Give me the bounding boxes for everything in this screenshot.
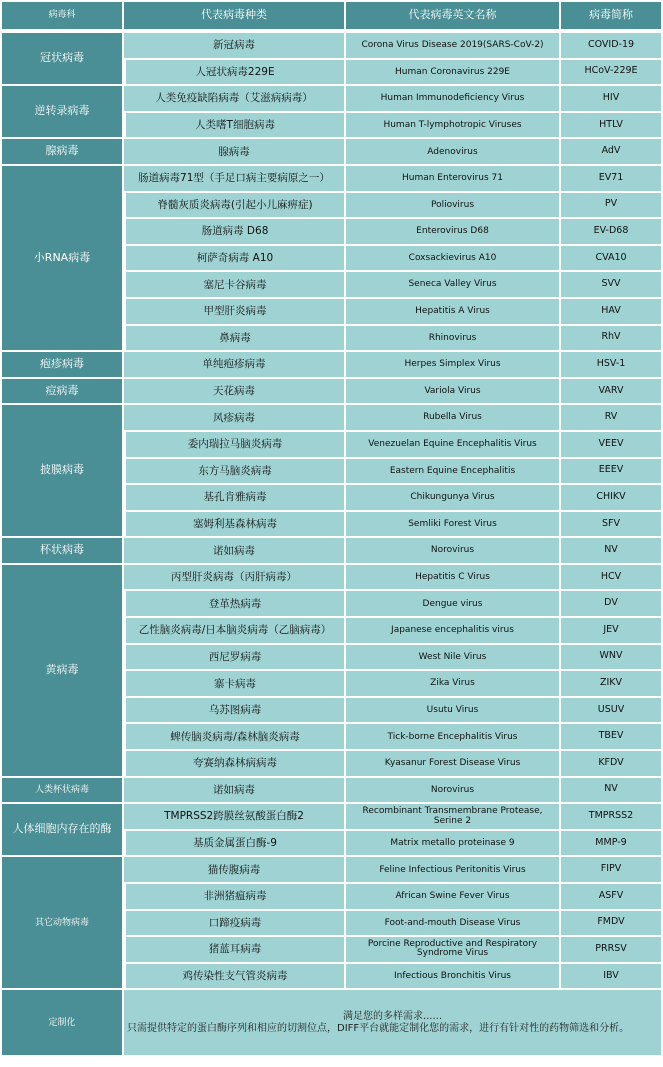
virus-en-name: Recombinant Transmembrane Protease, Serine 2 bbox=[346, 804, 561, 831]
virus-en-name: Adenovirus bbox=[346, 139, 561, 166]
virus-en-name: Norovirus bbox=[346, 538, 561, 565]
virus-en-name: Japanese encephalitis virus bbox=[346, 618, 561, 645]
custom-row bbox=[0, 990, 663, 1058]
virus-abbreviation: RhV bbox=[561, 326, 663, 353]
virus-cn-name: 脊髓灰质炎病毒(引起小儿麻痹症) bbox=[124, 193, 346, 220]
table-row bbox=[0, 405, 663, 432]
virus-en-name: Feline Infectious Peritonitis Virus bbox=[346, 857, 561, 884]
table-header-row bbox=[0, 0, 663, 31]
virus-abbreviation: HCoV-229E bbox=[561, 60, 663, 87]
virus-abbreviation: SVV bbox=[561, 272, 663, 299]
virus-en-name: Hepatitis C Virus bbox=[346, 565, 561, 592]
family-cell: 人体细胞内存在的酶 bbox=[0, 804, 124, 857]
virus-en-name: African Swine Fever Virus bbox=[346, 884, 561, 911]
virus-cn-name: 鼻病毒 bbox=[124, 326, 346, 353]
virus-en-name: Eastern Equine Encephalitis bbox=[346, 459, 561, 486]
virus-cn-name: 非洲猪瘟病毒 bbox=[124, 884, 346, 911]
virus-cn-name: 鸡传染性支气管炎病毒 bbox=[124, 964, 346, 991]
virus-cn-name: 丙型肝炎病毒（丙肝病毒） bbox=[124, 565, 346, 592]
virus-abbreviation: CVA10 bbox=[561, 246, 663, 273]
family-cell: 逆转录病毒 bbox=[0, 86, 124, 139]
virus-en-name: Human Coronavirus 229E bbox=[346, 60, 561, 87]
virus-abbreviation: AdV bbox=[561, 139, 663, 166]
table-row bbox=[0, 139, 663, 166]
family-cell: 其它动物病毒 bbox=[0, 857, 124, 990]
table-row bbox=[0, 778, 663, 805]
table-row bbox=[0, 565, 663, 592]
header-family: 病毒科 bbox=[0, 0, 124, 31]
virus-abbreviation: NV bbox=[561, 538, 663, 565]
custom-description bbox=[124, 990, 663, 1058]
table-row bbox=[0, 804, 663, 831]
virus-en-name: Kyasanur Forest Disease Virus bbox=[346, 751, 561, 778]
virus-en-name: Matrix metallo proteinase 9 bbox=[346, 831, 561, 858]
family-cell: 黄病毒 bbox=[0, 565, 124, 778]
virus-cn-name: 西尼罗病毒 bbox=[124, 645, 346, 672]
virus-abbreviation: DV bbox=[561, 591, 663, 618]
virus-cn-name: 人冠状病毒229E bbox=[124, 60, 346, 87]
virus-cn-name: 单纯疱疹病毒 bbox=[124, 352, 346, 379]
virus-abbreviation: IBV bbox=[561, 964, 663, 991]
virus-en-name: Human T-lymphotropic Viruses bbox=[346, 113, 561, 140]
virus-abbreviation: VARV bbox=[561, 379, 663, 406]
virus-abbreviation: ASFV bbox=[561, 884, 663, 911]
table-row bbox=[0, 86, 663, 113]
table-row bbox=[0, 352, 663, 379]
virus-cn-name: 夸赛纳森林病病毒 bbox=[124, 751, 346, 778]
virus-en-name: Coxsackievirus A10 bbox=[346, 246, 561, 273]
virus-en-name: Human Enterovirus 71 bbox=[346, 166, 561, 193]
virus-cn-name: TMPRSS2跨膜丝氨酸蛋白酶2 bbox=[124, 804, 346, 831]
virus-cn-name: 登革热病毒 bbox=[124, 591, 346, 618]
virus-cn-name: 塞姆利基森林病毒 bbox=[124, 512, 346, 539]
table-row bbox=[0, 166, 663, 193]
virus-en-name: Semliki Forest Virus bbox=[346, 512, 561, 539]
virus-cn-name: 诺如病毒 bbox=[124, 538, 346, 565]
virus-abbreviation: CHIKV bbox=[561, 485, 663, 512]
virus-abbreviation: RV bbox=[561, 405, 663, 432]
virus-cn-name: 口蹄疫病毒 bbox=[124, 911, 346, 938]
virus-cn-name: 基质金属蛋白酶-9 bbox=[124, 831, 346, 858]
virus-abbreviation: HIV bbox=[561, 86, 663, 113]
virus-en-name: Tick-borne Encephalitis Virus bbox=[346, 724, 561, 751]
virus-abbreviation: KFDV bbox=[561, 751, 663, 778]
virus-cn-name: 风疹病毒 bbox=[124, 405, 346, 432]
virus-en-name: Variola Virus bbox=[346, 379, 561, 406]
virus-abbreviation: ZIKV bbox=[561, 671, 663, 698]
virus-en-name: Chikungunya Virus bbox=[346, 485, 561, 512]
custom-label: 定制化 bbox=[0, 990, 124, 1058]
table-row bbox=[0, 857, 663, 884]
virus-cn-name: 诺如病毒 bbox=[124, 778, 346, 805]
virus-cn-name: 蜱传脑炎病毒/森林脑炎病毒 bbox=[124, 724, 346, 751]
virus-en-name: Poliovirus bbox=[346, 193, 561, 220]
virus-cn-name: 乙性脑炎病毒/日本脑炎病毒（乙脑病毒） bbox=[124, 618, 346, 645]
virus-cn-name: 东方马脑炎病毒 bbox=[124, 459, 346, 486]
family-cell: 腺病毒 bbox=[0, 139, 124, 166]
virus-en-name: Venezuelan Equine Encephalitis Virus bbox=[346, 432, 561, 459]
custom-line-2: 只需提供特定的蛋白酶序列和相应的切割位点，DIFF平台就能定制化您的需求，进行有针对性的药物筛选和分析。 bbox=[127, 1022, 630, 1034]
virus-cn-name: 肠道病毒71型（手足口病主要病原之一） bbox=[124, 166, 346, 193]
virus-cn-name: 人类免疫缺陷病毒（艾滋病病毒） bbox=[124, 86, 346, 113]
virus-en-name: Corona Virus Disease 2019(SARS-CoV-2) bbox=[346, 33, 561, 60]
virus-abbreviation: NV bbox=[561, 778, 663, 805]
virus-en-name: Foot-and-mouth Disease Virus bbox=[346, 911, 561, 938]
table-row bbox=[0, 379, 663, 406]
virus-en-name: Rhinovirus bbox=[346, 326, 561, 353]
virus-en-name: Herpes Simplex Virus bbox=[346, 352, 561, 379]
virus-cn-name: 委内瑞拉马脑炎病毒 bbox=[124, 432, 346, 459]
virus-cn-name: 寨卡病毒 bbox=[124, 671, 346, 698]
family-cell: 人类杯状病毒 bbox=[0, 778, 124, 805]
family-cell: 疱疹病毒 bbox=[0, 352, 124, 379]
virus-abbreviation: USUV bbox=[561, 698, 663, 725]
virus-abbreviation: HTLV bbox=[561, 113, 663, 140]
virus-abbreviation: FIPV bbox=[561, 857, 663, 884]
virus-en-name: Porcine Reproductive and Respiratory Syndrome Virus bbox=[346, 937, 561, 964]
virus-abbreviation: COVID-19 bbox=[561, 33, 663, 60]
virus-cn-name: 腺病毒 bbox=[124, 139, 346, 166]
virus-cn-name: 乌苏图病毒 bbox=[124, 698, 346, 725]
virus-en-name: Human Immunodeficiency Virus bbox=[346, 86, 561, 113]
virus-cn-name: 塞尼卡谷病毒 bbox=[124, 272, 346, 299]
table-row bbox=[0, 33, 663, 60]
virus-abbreviation: PV bbox=[561, 193, 663, 220]
table-body bbox=[0, 33, 663, 990]
virus-abbreviation: HSV-1 bbox=[561, 352, 663, 379]
virus-abbreviation: HCV bbox=[561, 565, 663, 592]
virus-abbreviation: TBEV bbox=[561, 724, 663, 751]
virus-abbreviation: SFV bbox=[561, 512, 663, 539]
virus-en-name: Enterovirus D68 bbox=[346, 219, 561, 246]
virus-abbreviation: FMDV bbox=[561, 911, 663, 938]
virus-abbreviation: EV-D68 bbox=[561, 219, 663, 246]
virus-abbreviation: PRRSV bbox=[561, 937, 663, 964]
custom-line-1: 满足您的多样需求...... bbox=[342, 1011, 443, 1023]
virus-en-name: Seneca Valley Virus bbox=[346, 272, 561, 299]
family-cell: 痘病毒 bbox=[0, 379, 124, 406]
virus-cn-name: 人类嗜T细胞病毒 bbox=[124, 113, 346, 140]
virus-cn-name: 柯萨奇病毒 A10 bbox=[124, 246, 346, 273]
virus-cn-name: 甲型肝炎病毒 bbox=[124, 299, 346, 326]
header-abbreviation: 病毒简称 bbox=[561, 0, 663, 31]
virus-en-name: West Nile Virus bbox=[346, 645, 561, 672]
virus-cn-name: 猪蓝耳病毒 bbox=[124, 937, 346, 964]
virus-abbreviation: JEV bbox=[561, 618, 663, 645]
virus-cn-name: 天花病毒 bbox=[124, 379, 346, 406]
family-cell: 冠状病毒 bbox=[0, 33, 124, 86]
virus-abbreviation: WNV bbox=[561, 645, 663, 672]
virus-cn-name: 基孔肯雅病毒 bbox=[124, 485, 346, 512]
header-representative-en: 代表病毒英文名称 bbox=[346, 0, 561, 31]
virus-en-name: Norovirus bbox=[346, 778, 561, 805]
virus-en-name: Infectious Bronchitis Virus bbox=[346, 964, 561, 991]
family-cell: 小RNA病毒 bbox=[0, 166, 124, 352]
family-cell: 披膜病毒 bbox=[0, 405, 124, 538]
virus-cn-name: 肠道病毒 D68 bbox=[124, 219, 346, 246]
family-cell: 杯状病毒 bbox=[0, 538, 124, 565]
virus-abbreviation: MMP-9 bbox=[561, 831, 663, 858]
virus-abbreviation: HAV bbox=[561, 299, 663, 326]
header-representative-cn: 代表病毒种类 bbox=[124, 0, 346, 31]
virus-cn-name: 猫传腹病毒 bbox=[124, 857, 346, 884]
virus-en-name: Usutu Virus bbox=[346, 698, 561, 725]
virus-en-name: Dengue virus bbox=[346, 591, 561, 618]
virus-en-name: Zika Virus bbox=[346, 671, 561, 698]
virus-abbreviation: VEEV bbox=[561, 432, 663, 459]
virus-en-name: Hepatitis A Virus bbox=[346, 299, 561, 326]
table-row bbox=[0, 538, 663, 565]
virus-en-name: Rubella Virus bbox=[346, 405, 561, 432]
virus-cn-name: 新冠病毒 bbox=[124, 33, 346, 60]
virus-abbreviation: EEEV bbox=[561, 459, 663, 486]
virus-abbreviation: TMPRSS2 bbox=[561, 804, 663, 831]
virus-abbreviation: EV71 bbox=[561, 166, 663, 193]
